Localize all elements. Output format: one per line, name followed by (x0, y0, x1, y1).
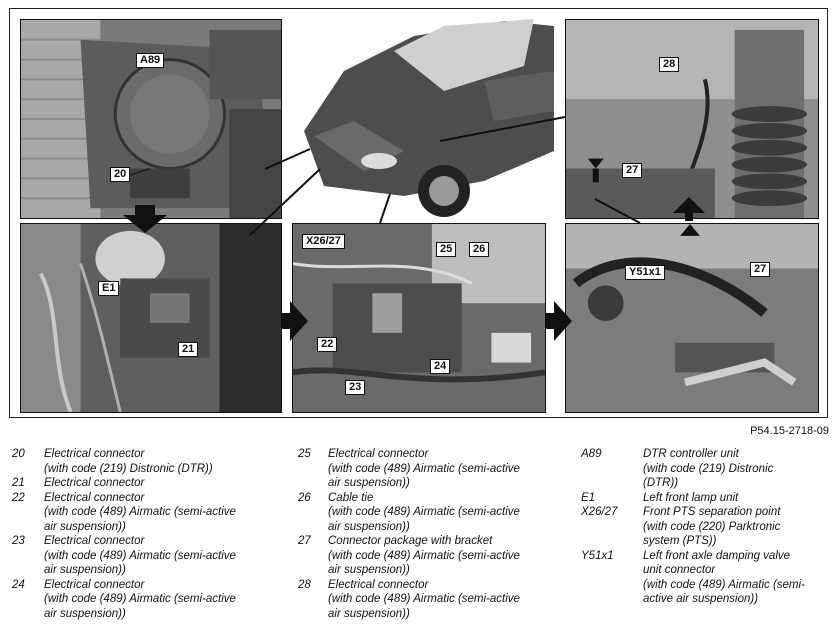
legend-item-line: DTR controller unit (643, 448, 739, 460)
legend-item-number: X26/27 (581, 506, 618, 518)
legend-item-line: air suspension)) (328, 564, 410, 576)
legend-item-number: 28 (298, 578, 311, 591)
legend-item-number: 26 (298, 491, 311, 504)
legend-item-line: (DTR)) (643, 477, 679, 489)
callout-x26-27: X26/27 (302, 234, 345, 249)
legend-item-line: Left front axle damping valve (643, 549, 791, 562)
callout-23: 23 (345, 380, 365, 395)
legend-item (12, 534, 282, 578)
legend-item (12, 447, 282, 476)
figure-frame (9, 8, 828, 418)
legend-item (12, 578, 282, 622)
legend-item (12, 491, 282, 535)
callout-21: 21 (178, 342, 198, 357)
legend-column-1 (12, 447, 282, 621)
legend-item-line: (with code (489) Airmatic (semi-active (328, 593, 520, 605)
callout-24: 24 (430, 359, 450, 374)
legend-item-line: Cable tie (328, 491, 374, 504)
photo-suspension-strut (565, 19, 819, 219)
legend-item-line: Electrical connector (44, 491, 145, 504)
legend-item-line: Electrical connector (44, 448, 145, 460)
legend-item-line: (with code (489) Airmatic (semi-active (328, 549, 520, 562)
legend-item-line: air suspension)) (44, 607, 126, 620)
legend-item (581, 505, 831, 549)
legend-item-number: 22 (12, 491, 25, 504)
legend-item-description (328, 491, 568, 535)
legend-item-line: (with code (489) Airmatic (semi-active (44, 506, 236, 518)
legend-item-description (44, 534, 282, 578)
legend-item-description (44, 491, 282, 535)
photo-engine-bay (292, 223, 546, 413)
legend-item-line: (with code (219) Distronic (643, 462, 774, 475)
callout-28: 28 (659, 57, 679, 72)
legend-item (298, 534, 568, 578)
legend-item-description (328, 534, 568, 578)
legend-item (298, 578, 568, 622)
legend-item-line: Connector package with bracket (328, 535, 493, 547)
legend-item-line: Electrical connector (44, 477, 145, 489)
legend-item-line: Electrical connector (44, 578, 145, 591)
legend-item-number: 20 (12, 448, 25, 460)
legend-item-line: air suspension)) (328, 607, 410, 620)
callout-a89: A89 (136, 53, 164, 68)
legend-item-number: E1 (581, 491, 596, 504)
legend-item-line: air suspension)) (44, 564, 126, 576)
legend-item-description (643, 447, 831, 491)
legend-item-description (643, 549, 831, 607)
legend-item-line: active air suspension)) (643, 593, 759, 605)
legend-item-number: Y51x1 (581, 549, 614, 562)
legend-item-line: Electrical connector (328, 448, 429, 460)
legend-item (581, 491, 831, 506)
legend-item-description (328, 447, 568, 491)
legend-item (298, 447, 568, 491)
legend-item-number: 27 (298, 535, 311, 547)
legend-item-line: Left front lamp unit (643, 491, 739, 504)
legend-item (581, 447, 831, 491)
legend-item-number: 24 (12, 578, 25, 591)
callout-27-top: 27 (622, 163, 642, 178)
legend-item-line: (with code (489) Airmatic (semi- (643, 578, 805, 591)
figure-reference-code: P54.15-2718-09 (750, 425, 829, 437)
legend-item (12, 476, 282, 491)
legend-item-line: (with code (489) Airmatic (semi-active (328, 506, 520, 518)
callout-27-bottom: 27 (750, 262, 770, 277)
legend-item-line: (with code (489) Airmatic (semi-active (328, 462, 520, 475)
legend-item-number: 21 (12, 477, 25, 489)
legend-item-line: air suspension)) (328, 520, 410, 533)
legend-item-line: Front PTS separation point (643, 506, 781, 518)
legend-item-description (643, 505, 831, 549)
photo-vehicle-overview (284, 11, 554, 219)
callout-20: 20 (110, 167, 130, 182)
callout-26: 26 (469, 242, 489, 257)
photo-dtr-controller (20, 19, 282, 219)
legend-item-line: unit connector (643, 564, 716, 576)
legend-item-line: (with code (489) Airmatic (semi-active (44, 593, 236, 605)
legend-item-line: (with code (219) Distronic (DTR)) (44, 462, 213, 475)
legend-item-line: air suspension)) (328, 477, 410, 489)
legend-item-description (328, 578, 568, 622)
legend-item-line: Electrical connector (44, 535, 145, 547)
legend-item-description (643, 491, 831, 506)
callout-e1: E1 (98, 281, 119, 296)
legend-item-line: (with code (489) Airmatic (semi-active (44, 549, 236, 562)
callout-22: 22 (317, 337, 337, 352)
legend-item-line: (with code (220) Parktronic (643, 520, 781, 533)
legend-item (581, 549, 831, 607)
legend-column-3 (581, 447, 831, 607)
legend-item-description (44, 578, 282, 622)
legend-item (298, 491, 568, 535)
legend-item-line: Electrical connector (328, 578, 429, 591)
legend-item-number: 25 (298, 448, 311, 460)
legend-item-number: 23 (12, 535, 25, 547)
photo-front-axle (565, 223, 819, 413)
legend-item-line: air suspension)) (44, 520, 126, 533)
legend-column-2 (298, 447, 568, 621)
legend-item-line: system (PTS)) (643, 535, 717, 547)
legend-item-number: A89 (581, 448, 602, 460)
legend-item-description (44, 476, 282, 491)
legend-item-description (44, 447, 282, 476)
callout-y51x1: Y51x1 (625, 265, 665, 280)
callout-25: 25 (436, 242, 456, 257)
photo-lamp-unit (20, 223, 282, 413)
